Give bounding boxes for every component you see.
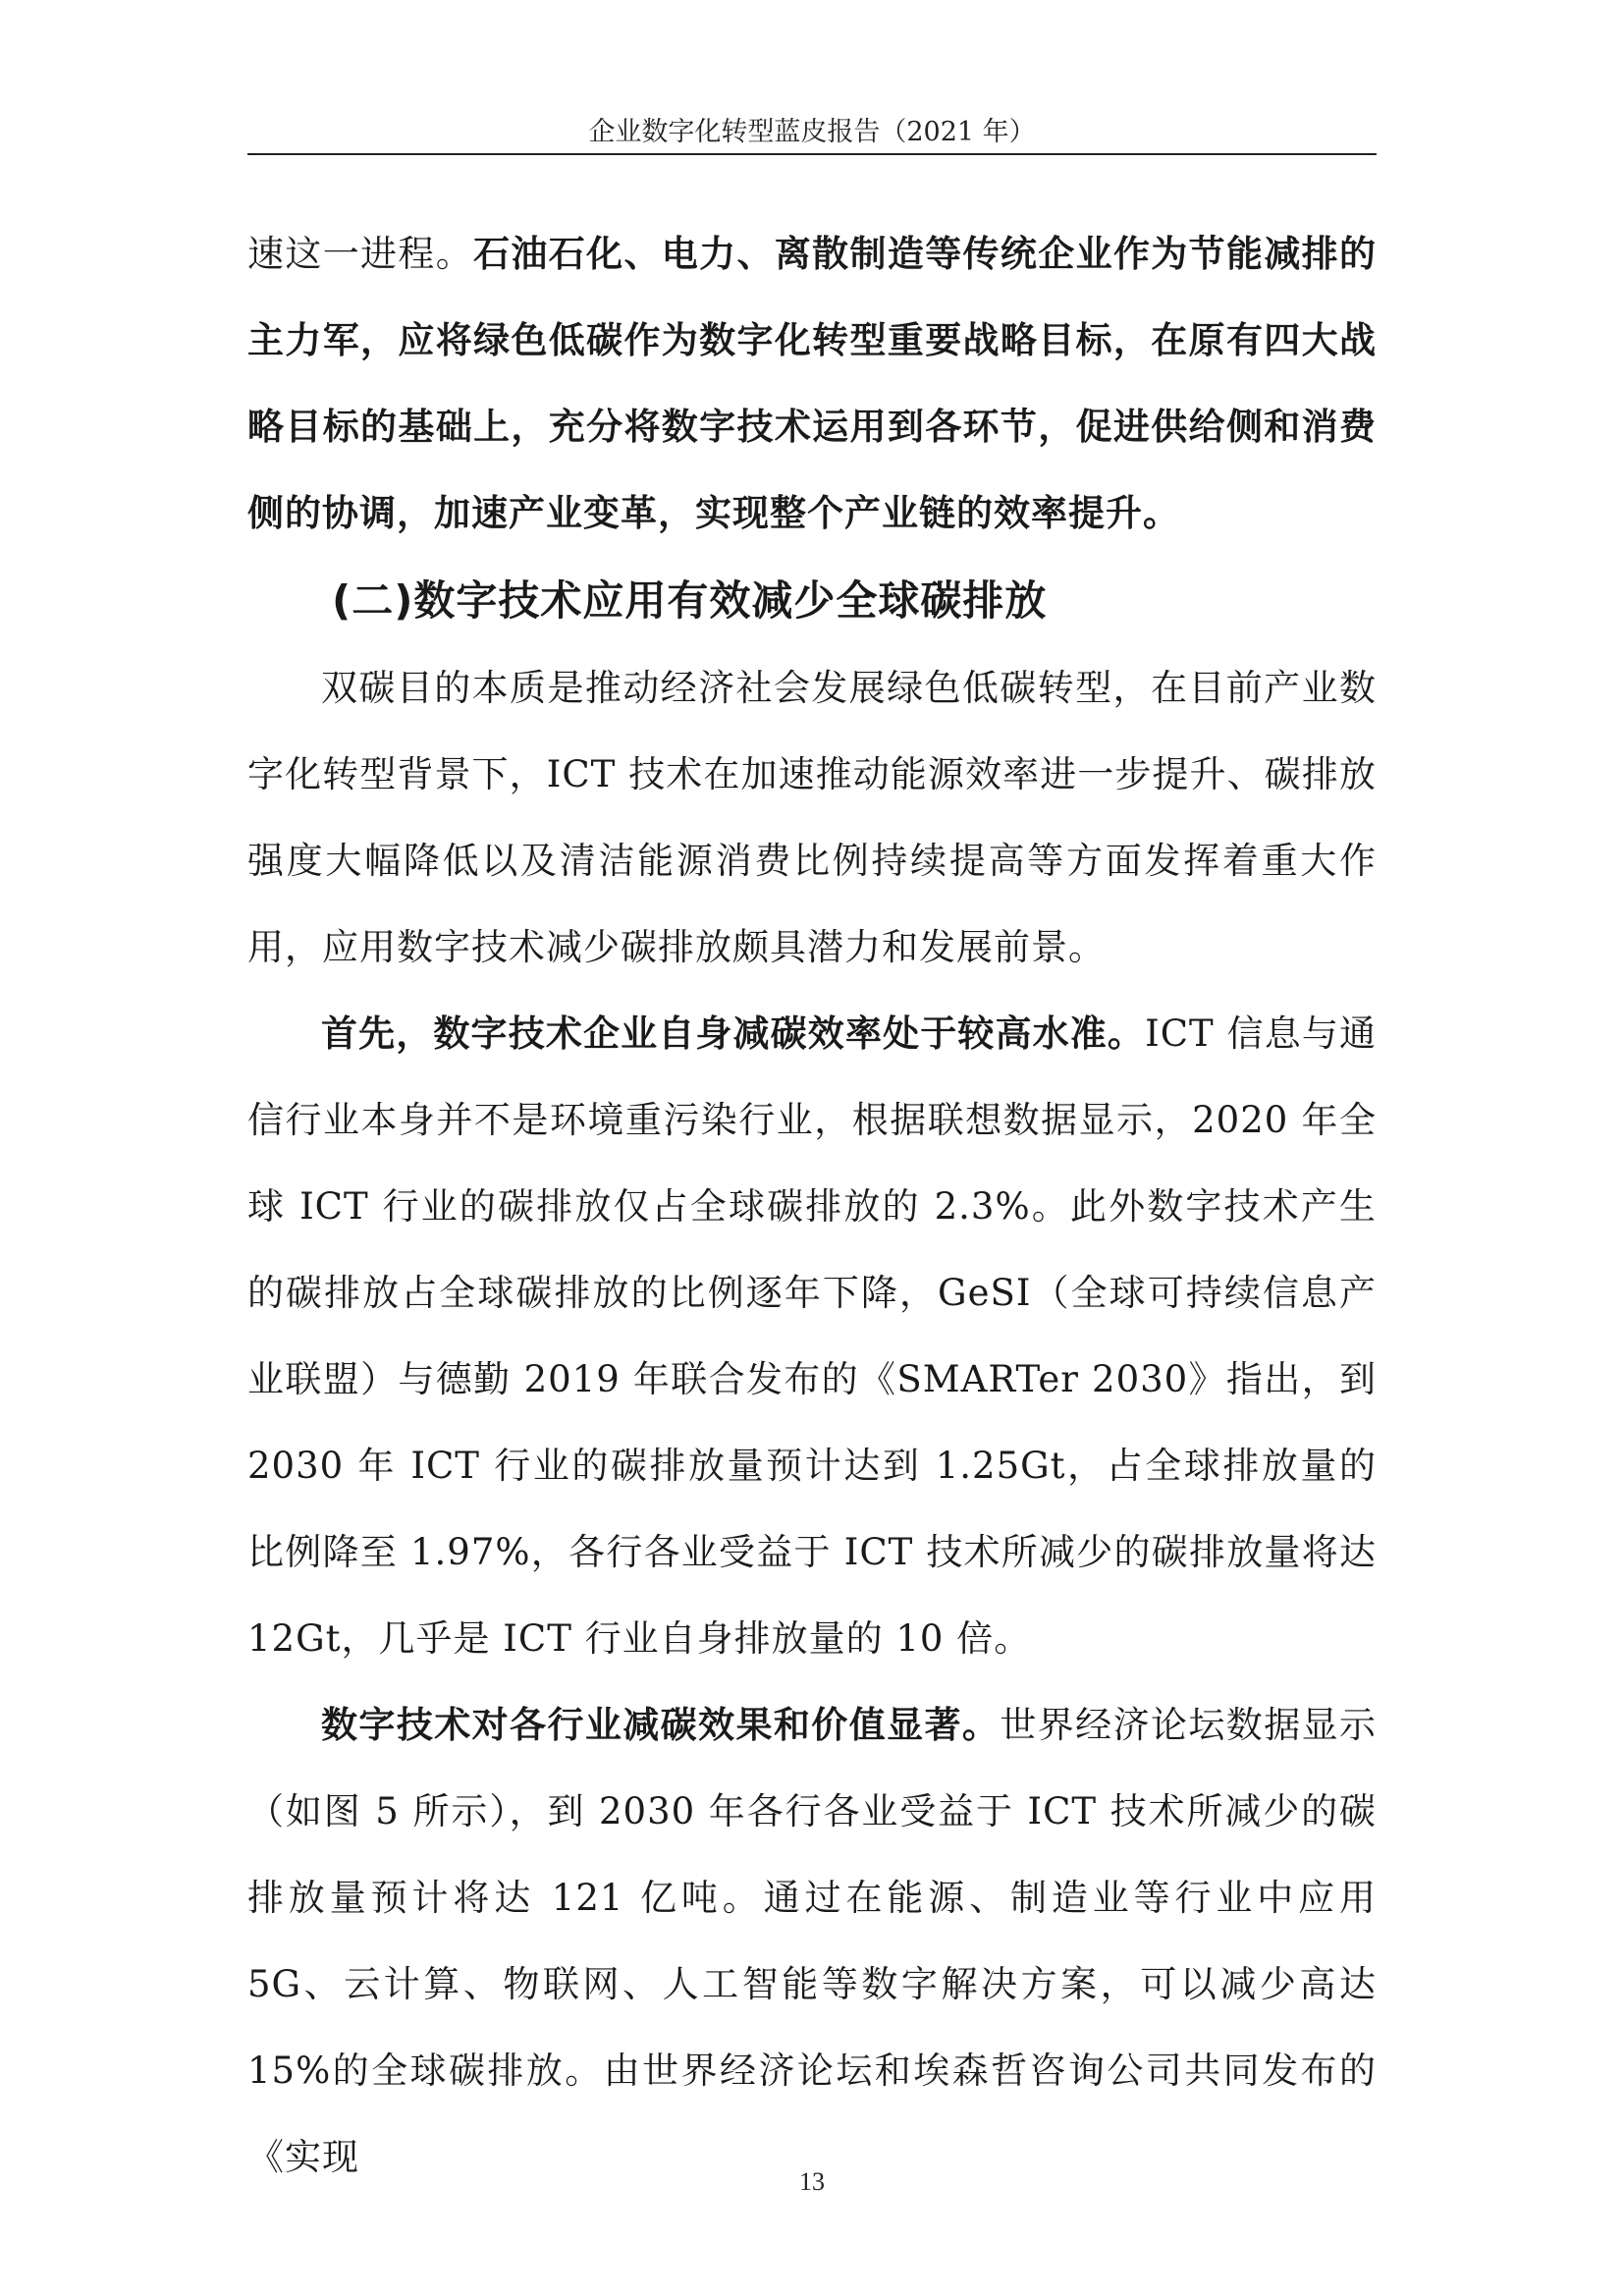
paragraph-3: [247, 991, 1377, 1682]
paragraph-1-lead: 速这一进程。: [247, 233, 474, 275]
paragraph-3-bold: 首先，数字技术企业自身减碳效率处于较高水准。: [321, 1012, 1146, 1055]
paragraph-1-bold: 石油石化、电力、离散制造等传统企业作为节能减排的主力军，应将绿色低碳作为数字化转型重要战略目标，在原有四大战略目标的基础上，充分将数字技术运用到各环节，促进供给侧和消费侧的协调，加速产业变革，实现整个产业链的效率提升。: [247, 233, 1378, 534]
page-body: [247, 211, 1377, 2201]
running-header: 企业数字化转型蓝皮报告（2021 年）: [588, 117, 1036, 147]
paragraph-3-rest: ICT 信息与通信行业本身并不是环境重污染行业，根据联想数据显示，2020 年全球 ICT 行业的碳排放仅占全球碳排放的 2.3%。此外数字技术产生的碳排放占全球碳排放的比例逐年下降，GeSI（全球可持续信息产业联盟）与德勤 2019 年联合发布的《SMARTer 2030》指出，到 2030 年 ICT 行业的碳排放量预计达到 1.25Gt，占全球排放量的比例降至 1.97%，各行各业受益于 ICT 技术所减少的碳排放量将达 12Gt，几乎是 ICT 行业自身排放量的 10 倍。: [247, 1012, 1378, 1660]
paragraph-4: [247, 1682, 1377, 2201]
paragraph-4-rest: 世界经济论坛数据显示（如图 5 所示），到 2030 年各行各业受益于 ICT 技术所减少的碳排放量预计将达 121 亿吨。通过在能源、制造业等行业中应用 5G、云计算、物联网、人工智能等数字解决方案，可以减少高达 15%的全球碳排放。由世界经济论坛和埃森哲咨询公司共同发布的《实现: [247, 1704, 1378, 2178]
paragraph-1: [247, 211, 1377, 557]
page-number: 13: [799, 2167, 825, 2196]
paragraph-4-bold: 数字技术对各行业减碳效果和价值显著。: [321, 1704, 1001, 1746]
section-heading: (二)数字技术应用有效减少全球碳排放: [332, 576, 1048, 625]
header-rule: [247, 153, 1377, 155]
paragraph-2: 双碳目的本质是推动经济社会发展绿色低碳转型，在目前产业数字化转型背景下，ICT 技术在加速推动能源效率进一步提升、碳排放强度大幅降低以及清洁能源消费比例持续提高等方面发挥着重大作用，应用数字技术减少碳排放颇具潜力和发展前景。: [247, 667, 1377, 968]
